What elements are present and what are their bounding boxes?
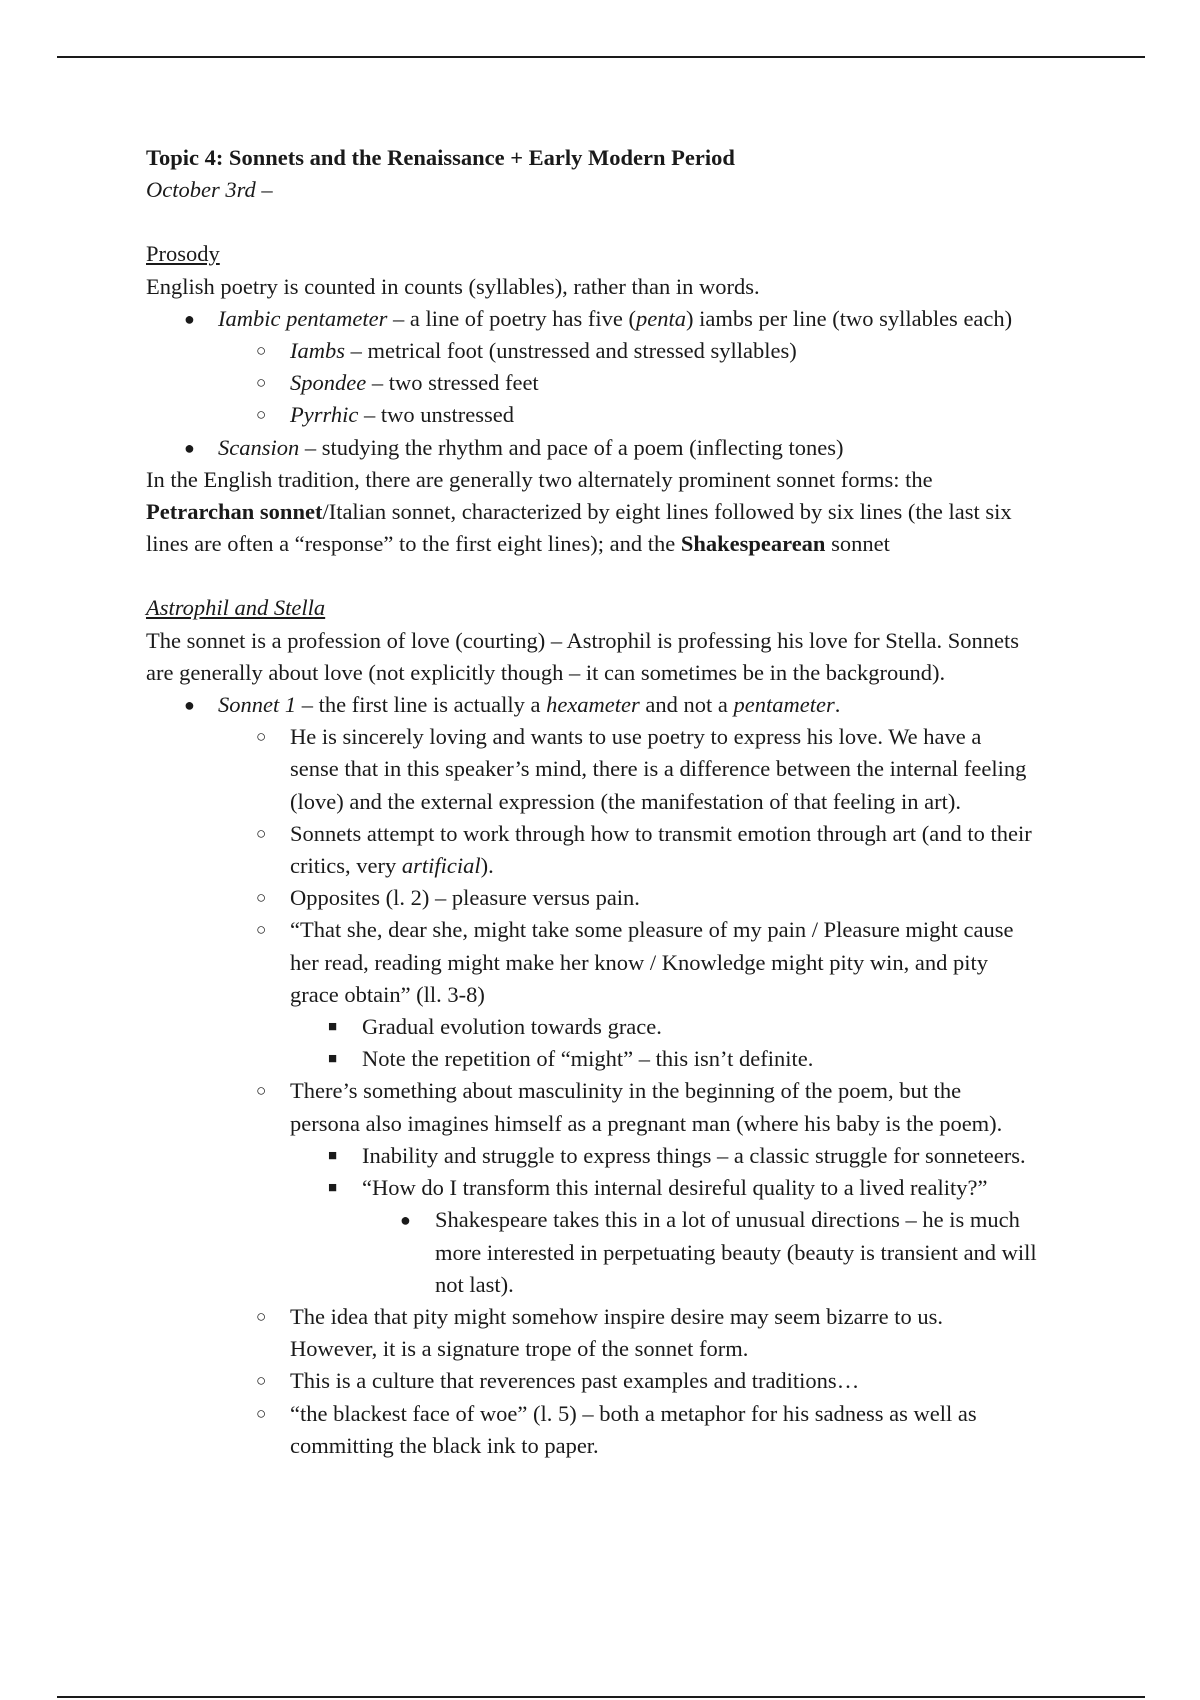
paragraph-line: Petrarchan sonnet/Italian sonnet, characterized by eight lines followed by six lines (the last six	[146, 499, 1012, 525]
paragraph: English poetry is counted in counts (syllables), rather than in words.	[146, 273, 760, 299]
document-body	[146, 142, 1146, 1462]
bullet-disc-icon: ●	[184, 695, 195, 716]
date-line: October 3rd –	[146, 177, 273, 203]
bullet-square-icon: ■	[328, 1019, 338, 1036]
bullet-circle-icon: ○	[256, 1081, 267, 1101]
bullet-circle-icon: ○	[256, 405, 267, 425]
sub-bullet-item: ○ He is sincerely loving and wants to use poetry to express his love. We have a sense that in this speaker’s mind, there is a difference between the internal feeling (love) and the external expression (the manifestation of that feeling in art).	[146, 721, 1146, 818]
bullet-square-icon: ■	[328, 1147, 338, 1164]
bullet-circle-icon: ○	[256, 341, 267, 361]
page-title: Topic 4: Sonnets and the Renaissance + Early Modern Period	[146, 145, 735, 170]
bullet-disc-icon: ●	[400, 1210, 411, 1231]
sub-bullet-item: ○ There’s something about masculinity in the beginning of the poem, but the persona also imagines himself as a pregnant man (where his baby is the poem).	[146, 1075, 1146, 1139]
sub-bullet-item: ○ Iambs – metrical foot (unstressed and stressed syllables)	[146, 335, 1146, 367]
bullet-circle-icon: ○	[256, 1371, 267, 1391]
paragraph-line: lines are often a “response” to the first eight lines); and the Shakespearean sonnet	[146, 531, 890, 557]
sub-bullet-item: ○ The idea that pity might somehow inspire desire may seem bizarre to us. However, it is a signature trope of the sonnet form.	[146, 1301, 1146, 1365]
bullet-square-icon: ■	[328, 1180, 338, 1197]
paragraph-line: In the English tradition, there are generally two alternately prominent sonnet forms: the	[146, 466, 933, 492]
bullet-circle-icon: ○	[256, 823, 267, 843]
bullet-item: ● Iambic pentameter – a line of poetry has five (penta) iambs per line (two syllables each)	[146, 303, 1146, 335]
bullet-disc-icon: ●	[184, 437, 195, 458]
bullet-circle-icon: ○	[256, 888, 267, 908]
sub-bullet-item: ○ “That she, dear she, might take some pleasure of my pain / Pleasure might cause her read, reading might make her know / Knowledge might pity win, and pity grace obtain” (ll. 3-8)	[146, 914, 1146, 1011]
section-heading-prosody: Prosody	[146, 241, 220, 267]
top-rule	[57, 56, 1145, 58]
sub-bullet-item: ○ “the blackest face of woe” (l. 5) – both a metaphor for his sadness as well as committing the black ink to paper.	[146, 1398, 1146, 1462]
sub-sub-bullet-item: ■ Note the repetition of “might” – this isn’t definite.	[146, 1043, 1146, 1075]
paragraph-line: are generally about love (not explicitly though – it can sometimes be in the background).	[146, 659, 946, 685]
sub-bullet-item: ○ Opposites (l. 2) – pleasure versus pain.	[146, 882, 1146, 914]
section-heading-astrophil: Astrophil and Stella	[146, 595, 326, 621]
bullet-circle-icon: ○	[256, 1306, 267, 1326]
bullet-circle-icon: ○	[256, 373, 267, 393]
paragraph-line: The sonnet is a profession of love (courting) – Astrophil is professing his love for Stella. Sonnets	[146, 627, 1020, 653]
sub-bullet-item: ○ This is a culture that reverences past examples and traditions…	[146, 1365, 1146, 1397]
bullet-square-icon: ■	[328, 1051, 338, 1068]
bullet-item: ● Sonnet 1 – the first line is actually a hexameter and not a pentameter.	[146, 689, 1146, 721]
bullet-circle-icon: ○	[256, 1403, 267, 1423]
sub-sub-bullet-item: ■ “How do I transform this internal desireful quality to a lived reality?”	[146, 1172, 1146, 1204]
sub-bullet-item: ○ Pyrrhic – two unstressed	[146, 399, 1146, 431]
sub-sub-bullet-item: ■ Gradual evolution towards grace.	[146, 1011, 1146, 1043]
sub-bullet-item: ○ Spondee – two stressed feet	[146, 367, 1146, 399]
bullet-item: ● Scansion – studying the rhythm and pace of a poem (inflecting tones)	[146, 432, 1146, 464]
bottom-rule	[57, 1696, 1145, 1698]
bullet-disc-icon: ●	[184, 308, 195, 329]
sub-sub-bullet-item: ■ Inability and struggle to express things – a classic struggle for sonneteers.	[146, 1140, 1146, 1172]
bullet-circle-icon: ○	[256, 727, 267, 747]
sub-bullet-item: ○ Sonnets attempt to work through how to transmit emotion through art (and to their critics, very artificial).	[146, 818, 1146, 882]
level-4-bullet-item: ● Shakespeare takes this in a lot of unusual directions – he is much more interested in perpetuating beauty (beauty is transient and will not last).	[146, 1204, 1146, 1301]
bullet-circle-icon: ○	[256, 920, 267, 940]
